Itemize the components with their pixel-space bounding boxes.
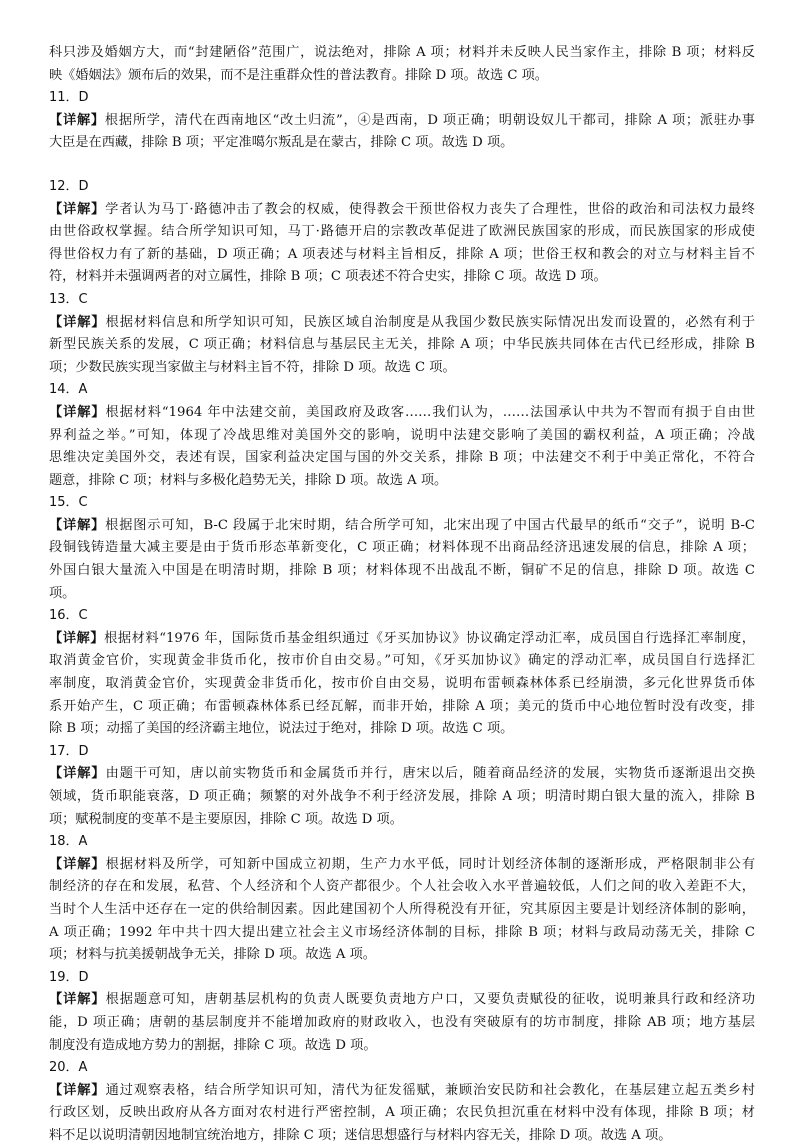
- explanation-line: [49, 110, 755, 133]
- explanation-tag: 【详解】: [49, 112, 105, 128]
- explanation-line: 制经济的存在和发展，私营、个人经济和个人资产都很少。个人社会收入水平普遍较低，人们之间的收入差距不大，: [49, 879, 755, 895]
- explanation-line: 当时个人生活中还存在一定的供给制因素。因此建国初个人所得税没有开征，究其原因主要是计划经济体制的影响，: [49, 901, 755, 917]
- question-number-answer: 19．D: [49, 969, 89, 985]
- explanation-line: [49, 628, 755, 651]
- explanation-line: 料不足以说明清朝因地制宜统治地方，排除 C 项；迷信思想盛行与材料内容无关，排除 D 项。故选 A 项。: [49, 1127, 672, 1143]
- explanation-line: 段铜钱铸造量大减主要是由于货币形态革新变化，C 项正确；材料体现不出商品经济迅速发展的信息，排除 A 项；: [49, 540, 755, 556]
- explanation-line: [49, 312, 755, 335]
- explanation-line: 取消黄金官价，实现黄金非货币化，按市价自由交易。”可知，《牙买加协议》确定的浮动汇率，成员国自行选择汇: [49, 653, 755, 669]
- explanation-tag: 【详解】: [49, 201, 106, 217]
- question-number-answer: 14．A: [49, 382, 88, 398]
- explanation-text: 根据图示可知，B-C 段属于北宋时期，结合所学可知，北宋出现了中国古代最早的纸币“交子”，说明 B-C: [105, 517, 755, 533]
- explanation-text: 根据材料“1964 年中法建交前，美国政府及政客……我们认为，……法国承认中共为不智而有损于自由世: [105, 404, 755, 420]
- explanation-line: [49, 199, 755, 222]
- explanation-text: 根据题意可知，唐朝基层机构的负责人既要负责地方户口，又要负责赋役的征收，说明兼具行政和经济功: [105, 992, 755, 1008]
- explanation-line: 率制度，取消黄金官价，实现黄金非货币化，按市价自由交易，说明布雷顿森林体系已经崩溃，多元化世界货币体: [49, 676, 755, 692]
- explanation-line: 新型民族关系的发展，C 项正确；材料信息与基层民主无关，排除 A 项；中华民族共同体在古代已经形成，排除 B: [49, 337, 755, 353]
- explanation-tag: 【详解】: [49, 517, 106, 533]
- explanation-text: 根据材料“1976 年，国际货币基金组织通过《牙买加协议》协议确定浮动汇率，成员国自行选择汇率制度，: [104, 630, 755, 646]
- explanation-line: 外国白银大量流入中国是在明清时期，排除 B 项；材料体现不出战乱不断，铜矿不足的信息，排除 D 项。故选 C: [49, 563, 755, 579]
- explanation-line: [49, 854, 755, 877]
- explanation-line: 思维决定美国外交，表述有误，国家利益决定国与国的外交关系，排除 B 项；中法建交不利于中美正常化，不符合: [49, 450, 755, 466]
- question-number-answer: 13．C: [49, 291, 88, 307]
- explanation-line: 项；少数民族实现当家做主与材料主旨不符，排除 D 项。故选 C 项。: [49, 359, 456, 375]
- explanation-text: 学者认为马丁·路德冲击了教会的权威，使得教会干预世俗权力丧失了合理性，世俗的政治和司法权力最终: [105, 201, 755, 217]
- explanation-line: 系开始产生，C 项正确；布雷顿森林体系已经瓦解，而非开始，排除 A 项；美元的货币中心地位暂时没有改变，排: [49, 698, 755, 714]
- explanation-line: 项。: [49, 585, 76, 601]
- explanation-line: 符，材料并未强调两者的对立属性，排除 B 项；C 项表述不符合史实，排除 C 项。故选 D 项。: [49, 269, 607, 285]
- explanation-line: 行政区划，反映出政府从各方面对农村进行严密控制，A 项正确；农民负担沉重在材料中没有体现，排除 B 项；材: [49, 1105, 755, 1121]
- explanation-line: 科只涉及婚姻方大，而“封建陋俗”范围广，说法绝对，排除 A 项；材料并未反映人民当家作主，排除 B 项；材料反: [49, 45, 755, 60]
- explanation-line: 除 B 项；动摇了美国的经济霸主地位，说法过于绝对，排除 D 项。故选 C 项。: [49, 721, 514, 737]
- explanation-line: 制度没有造成地方势力的割据，排除 C 项。故选 D 项。: [49, 1037, 377, 1053]
- question-number-answer: 15．C: [49, 495, 88, 511]
- explanation-line: 得世俗权力有了新的基础，D 项正确；A 项表述与材料主旨相反，排除 A 项；世俗王权和教会的对立与材料主旨不: [49, 246, 755, 262]
- question-number-answer: 18．A: [49, 834, 88, 850]
- question-number-answer: 20．A: [49, 1060, 88, 1076]
- explanation-line: 由世俗政权掌握。结合所学知识可知，马丁·路德开启的宗教改革促进了欧洲民族国家的形成，而民族国家的形成使: [49, 224, 755, 240]
- explanation-line: 题意，排除 C 项；材料与多极化趋势无关，排除 D 项。故选 A 项。: [49, 472, 448, 488]
- explanation-line: A 项正确；1992 年中共十四大提出建立社会主义市场经济体制的目标，排除 B 项；材料与政局动荡无关，排除 C: [49, 924, 755, 940]
- explanation-line: 能，D 项正确；唐朝的基层制度并不能增加政府的财政收入，也没有突破原有的坊市制度，排除 AB 项；地方基层: [49, 1014, 755, 1030]
- explanation-line: [49, 402, 755, 425]
- question-number-answer: 16．C: [49, 608, 88, 624]
- explanation-text: 由题干可知，唐以前实物货币和金属货币并行，唐宋以后，随着商品经济的发展，实物货币逐渐退出交换: [105, 766, 755, 782]
- explanation-line: [49, 515, 755, 538]
- explanation-text: 根据材料信息和所学知识可知，民族区域自治制度是从我国少数民族实际情况出发而设置的，必然有利于: [105, 314, 755, 330]
- explanation-tag: 【详解】: [49, 856, 106, 872]
- explanation-text: 通过观察表格，结合所学知识可知，清代为征发徭赋，兼顾治安民防和社会教化，在基层建立起五类乡村: [105, 1082, 755, 1098]
- explanation-text: 根据所学，清代在西南地区“改土归流”，④是西南，D 项正确；明朝设奴儿干都司，排除 A 项；派驻办事: [104, 112, 755, 128]
- explanation-tag: 【详解】: [49, 404, 106, 420]
- explanation-line: 项；赋税制度的变革不是主要原因，排除 C 项。故选 D 项。: [49, 811, 403, 827]
- question-number-answer: 17．D: [49, 743, 89, 759]
- blank-line: [49, 155, 755, 176]
- explanation-line: [49, 763, 755, 786]
- explanation-line: 领域，货币职能衰落，D 项正确；频繁的对外战争不利于经济发展，排除 A 项；明清时期白银大量的流入，排除 B: [49, 789, 755, 804]
- answer-explanations: [49, 42, 755, 1148]
- explanation-tag: 【详解】: [49, 1082, 106, 1098]
- explanation-line: 映《婚姻法》颁布后的效果，而不是注重群众性的普法教育。排除 D 项。故选 C 项。: [49, 67, 548, 83]
- explanation-line: [49, 1080, 755, 1103]
- question-number-answer: 11．D: [49, 90, 89, 106]
- explanation-tag: 【详解】: [49, 314, 106, 330]
- question-number-answer: 12．D: [49, 178, 89, 194]
- explanation-tag: 【详解】: [49, 630, 105, 646]
- explanation-line: [49, 989, 755, 1012]
- explanation-line: 界利益之举。”可知，体现了冷战思维对美国外交的影响，说明中法建交影响了美国的霸权利益，A 项正确；冷战: [49, 427, 755, 443]
- explanation-line: 项；材料与抗美援朝战争无关，排除 D 项。故选 A 项。: [49, 947, 376, 963]
- explanation-tag: 【详解】: [49, 992, 106, 1008]
- explanation-line: 大臣是在西藏，排除 B 项；平定准噶尔叛乱是在蒙古，排除 C 项。故选 D 项。: [49, 135, 514, 151]
- explanation-tag: 【详解】: [49, 766, 106, 782]
- explanation-text: 根据材料及所学，可知新中国成立初期，生产力水平低，同时计划经济体制的逐渐形成，严格限制非公有: [105, 856, 755, 872]
